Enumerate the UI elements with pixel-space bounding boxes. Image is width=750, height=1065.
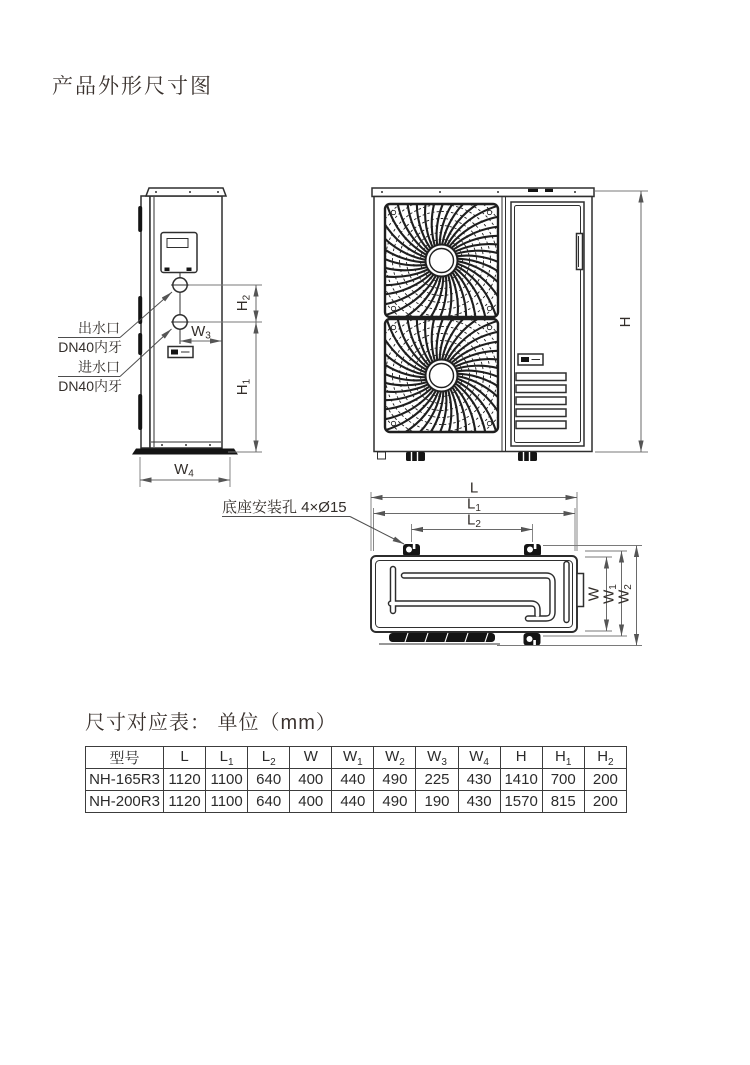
front-name-plate [518, 354, 543, 365]
value-cell: 225 [416, 769, 458, 791]
dim-w1-label: W1 [600, 584, 619, 604]
front-top-cap [372, 188, 594, 197]
value-cell: 490 [374, 769, 416, 791]
value-cell: 430 [458, 769, 500, 791]
value-cell: 1100 [206, 791, 248, 813]
value-cell: 400 [290, 791, 332, 813]
model-cell: NH-200R3 [86, 791, 164, 813]
value-cell: 815 [542, 791, 584, 813]
value-cell: 200 [584, 791, 626, 813]
dim-w-label: W [585, 586, 603, 602]
side-rear-strip [141, 196, 150, 448]
panel-handle [577, 234, 583, 270]
front-feet [378, 452, 538, 461]
value-cell: 1120 [164, 791, 206, 813]
dim-w4 [140, 457, 230, 487]
side-view [58, 188, 262, 487]
value-cell: 1410 [500, 769, 542, 791]
value-cell: 700 [542, 769, 584, 791]
dim-h [595, 191, 648, 452]
mount-hole-callout [222, 498, 404, 544]
inlet-label-line2: DN40内牙 [58, 378, 122, 394]
header-W3: $W_3$ [416, 747, 458, 769]
value-cell: 200 [584, 769, 626, 791]
table-row [86, 791, 627, 813]
dimension-table-section [85, 706, 645, 813]
top-view [222, 480, 642, 646]
value-cell: 490 [374, 791, 416, 813]
dimension-table [85, 746, 627, 813]
dim-l-label: L [469, 479, 479, 497]
value-cell: 640 [248, 791, 290, 813]
dim-h-label: H [617, 316, 634, 328]
top-bottom-band [379, 633, 541, 646]
header-W4: $W_4$ [458, 747, 500, 769]
dim-l1-label: L1 [467, 495, 481, 514]
value-cell: 440 [332, 769, 374, 791]
top-mount-feet [403, 544, 541, 557]
value-cell: 440 [332, 791, 374, 813]
header-H1: $H_1$ [542, 747, 584, 769]
side-base-plate [132, 449, 238, 455]
value-cell: 1100 [206, 769, 248, 791]
header-W: W [290, 747, 332, 769]
side-top-cap [146, 188, 226, 196]
value-cell: 430 [458, 791, 500, 813]
value-cell: 400 [290, 769, 332, 791]
header-H: H [500, 747, 542, 769]
dim-w2-label: W2 [615, 584, 634, 604]
front-service-panel [511, 202, 584, 446]
mount-hole-label: 底座安装孔 4×Ø15 [222, 499, 347, 516]
header-L2: $L_2$ [248, 747, 290, 769]
value-cell: 1120 [164, 769, 206, 791]
model-cell: NH-165R3 [86, 769, 164, 791]
dim-h1 [228, 322, 262, 452]
value-cell: 640 [248, 769, 290, 791]
value-cell: 190 [416, 791, 458, 813]
table-caption: 尺寸对应表： 单位（mm） [85, 712, 337, 734]
side-name-plate [168, 347, 193, 358]
table-header-row [86, 747, 627, 769]
header-W1: $W_1$ [332, 747, 374, 769]
dim-w3-label: W3 [191, 323, 211, 342]
value-cell: 1570 [500, 791, 542, 813]
header-L: L [164, 747, 206, 769]
dim-l2-label: L2 [467, 511, 481, 530]
table-row [86, 769, 627, 791]
side-controller-box [161, 233, 197, 273]
dim-l2 [412, 512, 533, 543]
front-view [336, 155, 648, 481]
dim-h1-label: H1 [234, 378, 253, 396]
header-W2: $W_2$ [374, 747, 416, 769]
header-H2: $H_2$ [584, 747, 626, 769]
top-side-protrusion [577, 574, 584, 607]
outlet-label-line1: 出水口 [78, 320, 120, 336]
outlet-label-line2: DN40内牙 [58, 339, 122, 355]
header-model: 型号 [86, 747, 164, 769]
dim-w4-label: W4 [174, 461, 194, 480]
header-L1: $L_1$ [206, 747, 248, 769]
page-title: 产品外形尺寸图 [52, 75, 213, 98]
inlet-label-line1: 进水口 [78, 359, 120, 375]
dim-h2-label: H2 [234, 294, 253, 312]
